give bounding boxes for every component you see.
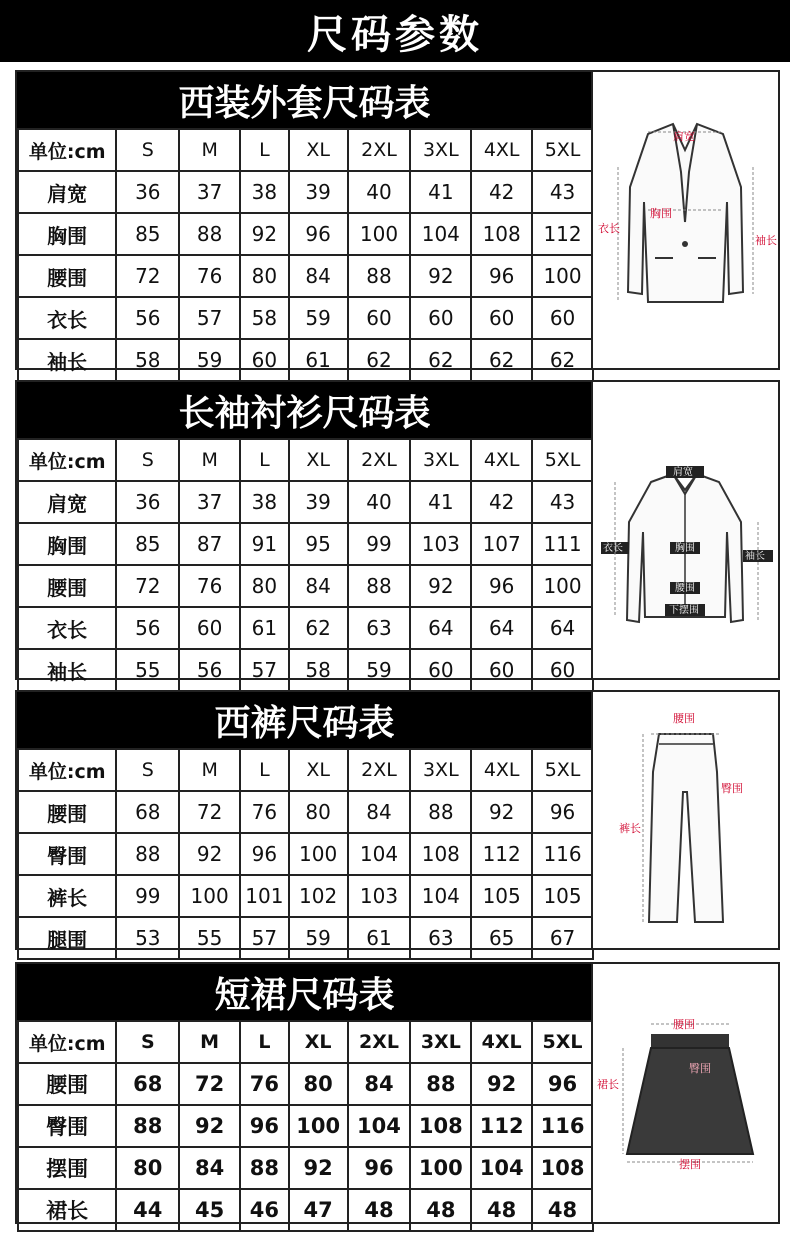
measurement-cell: 100	[289, 833, 348, 875]
measurement-cell: 84	[348, 791, 411, 833]
table-row	[18, 565, 593, 607]
measurement-cell: 40	[348, 171, 411, 213]
table-row	[18, 339, 593, 381]
length-label: 裤长	[619, 822, 641, 835]
measurement-cell: 96	[240, 1105, 289, 1147]
measurement-cell: 107	[471, 523, 532, 565]
measurement-cell: 96	[348, 1147, 411, 1189]
hip-label: 臀围	[689, 1062, 711, 1075]
size-header-cell: 3XL	[410, 749, 471, 791]
trousers-size-table	[17, 748, 594, 960]
measurement-cell: 55	[116, 649, 179, 691]
row-label: 袖长	[18, 649, 116, 691]
skirt-size-table	[17, 1020, 594, 1232]
length-label: 衣长	[603, 543, 623, 554]
measurement-cell: 64	[471, 607, 532, 649]
row-label: 腿围	[18, 917, 116, 959]
measurement-cell: 45	[179, 1189, 240, 1231]
size-header-cell: S	[116, 439, 179, 481]
measurement-cell: 92	[471, 1063, 532, 1105]
measurement-cell: 108	[410, 1105, 471, 1147]
waist-label: 腰围	[673, 712, 695, 725]
size-header-cell: M	[179, 129, 240, 171]
blazer-diagram	[591, 72, 778, 368]
shirt-size-table	[17, 438, 594, 692]
measurement-cell: 96	[289, 213, 348, 255]
measurement-cell: 111	[532, 523, 593, 565]
table-row	[18, 255, 593, 297]
size-header-cell: L	[240, 1021, 289, 1063]
measurement-cell: 59	[289, 917, 348, 959]
measurement-cell: 80	[240, 255, 289, 297]
measurement-cell: 60	[179, 607, 240, 649]
measurement-cell: 72	[179, 791, 240, 833]
measurement-cell: 37	[179, 481, 240, 523]
row-label: 裙长	[18, 1189, 116, 1231]
sleeve-label: 袖长	[745, 551, 765, 562]
measurement-cell: 76	[240, 791, 289, 833]
measurement-cell: 92	[289, 1147, 348, 1189]
measurement-cell: 100	[348, 213, 411, 255]
table-row	[18, 791, 593, 833]
row-label: 衣长	[18, 607, 116, 649]
measurement-cell: 48	[410, 1189, 471, 1231]
measurement-cell: 103	[348, 875, 411, 917]
size-header-cell: 5XL	[532, 1021, 593, 1063]
measurement-cell: 43	[532, 481, 593, 523]
table-header-row	[18, 749, 593, 791]
measurement-cell: 112	[471, 833, 532, 875]
size-header-cell: S	[116, 749, 179, 791]
measurement-cell: 58	[116, 339, 179, 381]
measurement-cell: 47	[289, 1189, 348, 1231]
size-header-cell: L	[240, 749, 289, 791]
measurement-cell: 95	[289, 523, 348, 565]
table-row	[18, 171, 593, 213]
length-label: 衣长	[598, 222, 620, 235]
row-label: 臀围	[18, 833, 116, 875]
row-label: 胸围	[18, 523, 116, 565]
table-row	[18, 917, 593, 959]
measurement-cell: 59	[348, 649, 411, 691]
measurement-cell: 99	[116, 875, 179, 917]
measurement-cell: 104	[410, 213, 471, 255]
measurement-cell: 92	[240, 213, 289, 255]
measurement-cell: 80	[289, 1063, 348, 1105]
size-header-cell: XL	[289, 1021, 348, 1063]
measurement-cell: 84	[289, 255, 348, 297]
measurement-cell: 48	[532, 1189, 593, 1231]
measurement-cell: 72	[116, 255, 179, 297]
blazer-size-table	[17, 128, 594, 382]
size-header-cell: 4XL	[471, 129, 532, 171]
measurement-cell: 48	[471, 1189, 532, 1231]
row-label: 胸围	[18, 213, 116, 255]
table-row	[18, 833, 593, 875]
measurement-cell: 100	[532, 565, 593, 607]
measurement-cell: 68	[116, 1063, 179, 1105]
trousers-illustration	[593, 692, 778, 948]
waist-label: 腰围	[675, 583, 695, 594]
measurement-cell: 88	[348, 565, 411, 607]
measurement-cell: 80	[289, 791, 348, 833]
measurement-cell: 72	[116, 565, 179, 607]
measurement-cell: 100	[532, 255, 593, 297]
measurement-cell: 108	[532, 1147, 593, 1189]
table-row	[18, 649, 593, 691]
measurement-cell: 60	[532, 649, 593, 691]
measurement-cell: 36	[116, 171, 179, 213]
row-label: 袖长	[18, 339, 116, 381]
measurement-cell: 80	[116, 1147, 179, 1189]
size-header-cell: 2XL	[348, 749, 411, 791]
measurement-cell: 57	[240, 917, 289, 959]
sleeve-label: 袖长	[755, 234, 777, 247]
table-row	[18, 607, 593, 649]
chest-label: 胸围	[650, 207, 672, 220]
measurement-cell: 58	[240, 297, 289, 339]
section-title: 短裙尺码表	[17, 964, 592, 1020]
trousers-diagram	[591, 692, 778, 948]
measurement-cell: 92	[410, 565, 471, 607]
size-header-cell: 4XL	[471, 1021, 532, 1063]
measurement-cell: 84	[348, 1063, 411, 1105]
table-header-row	[18, 1021, 593, 1063]
measurement-cell: 56	[179, 649, 240, 691]
size-header-cell: 4XL	[471, 439, 532, 481]
row-label: 衣长	[18, 297, 116, 339]
measurement-cell: 43	[532, 171, 593, 213]
chest-label: 胸围	[675, 543, 695, 554]
table-row	[18, 481, 593, 523]
measurement-cell: 104	[348, 1105, 411, 1147]
hem-label: 摆围	[679, 1158, 701, 1171]
row-label: 腰围	[18, 791, 116, 833]
skirt-size-section	[15, 962, 780, 1224]
size-header-cell: 5XL	[532, 129, 593, 171]
hem-label: 下摆围	[669, 605, 699, 616]
measurement-cell: 112	[471, 1105, 532, 1147]
measurement-cell: 88	[179, 213, 240, 255]
measurement-cell: 63	[410, 917, 471, 959]
size-header-cell: M	[179, 749, 240, 791]
measurement-cell: 96	[532, 791, 593, 833]
size-header-cell: 2XL	[348, 439, 411, 481]
section-title: 长袖衬衫尺码表	[17, 382, 592, 438]
measurement-cell: 100	[289, 1105, 348, 1147]
measurement-cell: 62	[348, 339, 411, 381]
row-label: 腰围	[18, 1063, 116, 1105]
measurement-cell: 100	[179, 875, 240, 917]
measurement-cell: 60	[532, 297, 593, 339]
table-row	[18, 1063, 593, 1105]
unit-label: 单位:cm	[18, 1021, 116, 1063]
measurement-cell: 84	[179, 1147, 240, 1189]
measurement-cell: 96	[471, 565, 532, 607]
blazer-illustration	[593, 72, 778, 368]
measurement-cell: 62	[532, 339, 593, 381]
measurement-cell: 103	[410, 523, 471, 565]
blazer-size-section	[15, 70, 780, 374]
table-row	[18, 213, 593, 255]
size-header-cell: 3XL	[410, 129, 471, 171]
measurement-cell: 60	[348, 297, 411, 339]
measurement-cell: 67	[532, 917, 593, 959]
measurement-cell: 57	[179, 297, 240, 339]
skirt-illustration	[593, 964, 778, 1222]
measurement-cell: 80	[240, 565, 289, 607]
measurement-cell: 88	[348, 255, 411, 297]
measurement-cell: 104	[348, 833, 411, 875]
measurement-cell: 88	[116, 833, 179, 875]
measurement-cell: 61	[289, 339, 348, 381]
measurement-cell: 38	[240, 481, 289, 523]
size-header-cell: L	[240, 439, 289, 481]
measurement-cell: 37	[179, 171, 240, 213]
table-row	[18, 1105, 593, 1147]
measurement-cell: 92	[179, 1105, 240, 1147]
measurement-cell: 55	[179, 917, 240, 959]
table-row	[18, 523, 593, 565]
measurement-cell: 88	[116, 1105, 179, 1147]
measurement-cell: 42	[471, 481, 532, 523]
measurement-cell: 60	[410, 297, 471, 339]
measurement-cell: 57	[240, 649, 289, 691]
page-title: 尺码参数	[0, 0, 790, 62]
shirt-size-section	[15, 380, 780, 684]
measurement-cell: 39	[289, 481, 348, 523]
size-header-cell: 3XL	[410, 1021, 471, 1063]
measurement-cell: 64	[410, 607, 471, 649]
measurement-cell: 41	[410, 171, 471, 213]
measurement-cell: 61	[240, 607, 289, 649]
measurement-cell: 38	[240, 171, 289, 213]
measurement-cell: 59	[179, 339, 240, 381]
measurement-cell: 99	[348, 523, 411, 565]
measurement-cell: 96	[532, 1063, 593, 1105]
measurement-cell: 76	[179, 565, 240, 607]
shirt-illustration	[593, 382, 778, 678]
trousers-size-section	[15, 690, 780, 950]
measurement-cell: 60	[471, 649, 532, 691]
measurement-cell: 46	[240, 1189, 289, 1231]
shoulder-label: 肩宽	[673, 467, 693, 478]
row-label: 腰围	[18, 565, 116, 607]
size-header-cell: M	[179, 1021, 240, 1063]
measurement-cell: 62	[410, 339, 471, 381]
measurement-cell: 41	[410, 481, 471, 523]
measurement-cell: 72	[179, 1063, 240, 1105]
measurement-cell: 104	[410, 875, 471, 917]
measurement-cell: 96	[471, 255, 532, 297]
size-header-cell: XL	[289, 129, 348, 171]
measurement-cell: 36	[116, 481, 179, 523]
measurement-cell: 85	[116, 213, 179, 255]
measurement-cell: 105	[532, 875, 593, 917]
unit-label: 单位:cm	[18, 439, 116, 481]
measurement-cell: 76	[179, 255, 240, 297]
row-label: 臀围	[18, 1105, 116, 1147]
measurement-cell: 88	[410, 1063, 471, 1105]
measurement-cell: 108	[471, 213, 532, 255]
size-header-cell: L	[240, 129, 289, 171]
measurement-cell: 61	[348, 917, 411, 959]
measurement-cell: 44	[116, 1189, 179, 1231]
waist-label: 腰围	[673, 1018, 695, 1031]
shirt-diagram	[591, 382, 778, 678]
measurement-cell: 92	[471, 791, 532, 833]
measurement-cell: 53	[116, 917, 179, 959]
row-label: 肩宽	[18, 481, 116, 523]
table-row	[18, 297, 593, 339]
size-header-cell: 5XL	[532, 749, 593, 791]
table-row	[18, 1147, 593, 1189]
measurement-cell: 100	[410, 1147, 471, 1189]
unit-label: 单位:cm	[18, 129, 116, 171]
size-header-cell: M	[179, 439, 240, 481]
size-header-cell: 5XL	[532, 439, 593, 481]
measurement-cell: 62	[471, 339, 532, 381]
size-header-cell: 3XL	[410, 439, 471, 481]
size-header-cell: S	[116, 129, 179, 171]
size-header-cell: 2XL	[348, 1021, 411, 1063]
measurement-cell: 60	[240, 339, 289, 381]
size-header-cell: S	[116, 1021, 179, 1063]
measurement-cell: 85	[116, 523, 179, 565]
table-row	[18, 1189, 593, 1231]
measurement-cell: 92	[179, 833, 240, 875]
size-header-cell: 4XL	[471, 749, 532, 791]
table-header-row	[18, 129, 593, 171]
row-label: 腰围	[18, 255, 116, 297]
measurement-cell: 96	[240, 833, 289, 875]
row-label: 摆围	[18, 1147, 116, 1189]
measurement-cell: 68	[116, 791, 179, 833]
skirt-diagram	[591, 964, 778, 1222]
hip-label: 臀围	[721, 782, 743, 795]
measurement-cell: 112	[532, 213, 593, 255]
shoulder-label: 肩宽	[673, 130, 695, 143]
measurement-cell: 101	[240, 875, 289, 917]
row-label: 肩宽	[18, 171, 116, 213]
length-label: 裙长	[597, 1078, 619, 1091]
measurement-cell: 39	[289, 171, 348, 213]
measurement-cell: 48	[348, 1189, 411, 1231]
measurement-cell: 102	[289, 875, 348, 917]
measurement-cell: 92	[410, 255, 471, 297]
measurement-cell: 60	[471, 297, 532, 339]
measurement-cell: 56	[116, 297, 179, 339]
measurement-cell: 108	[410, 833, 471, 875]
measurement-cell: 60	[410, 649, 471, 691]
measurement-cell: 65	[471, 917, 532, 959]
measurement-cell: 116	[532, 1105, 593, 1147]
measurement-cell: 56	[116, 607, 179, 649]
size-header-cell: 2XL	[348, 129, 411, 171]
measurement-cell: 88	[240, 1147, 289, 1189]
table-header-row	[18, 439, 593, 481]
section-title: 西裤尺码表	[17, 692, 592, 748]
measurement-cell: 40	[348, 481, 411, 523]
row-label: 裤长	[18, 875, 116, 917]
unit-label: 单位:cm	[18, 749, 116, 791]
measurement-cell: 105	[471, 875, 532, 917]
section-title: 西装外套尺码表	[17, 72, 592, 128]
measurement-cell: 58	[289, 649, 348, 691]
measurement-cell: 87	[179, 523, 240, 565]
measurement-cell: 62	[289, 607, 348, 649]
measurement-cell: 76	[240, 1063, 289, 1105]
measurement-cell: 59	[289, 297, 348, 339]
table-row	[18, 875, 593, 917]
measurement-cell: 42	[471, 171, 532, 213]
measurement-cell: 84	[289, 565, 348, 607]
measurement-cell: 63	[348, 607, 411, 649]
measurement-cell: 91	[240, 523, 289, 565]
measurement-cell: 64	[532, 607, 593, 649]
measurement-cell: 88	[410, 791, 471, 833]
measurement-cell: 104	[471, 1147, 532, 1189]
measurement-cell: 116	[532, 833, 593, 875]
size-header-cell: XL	[289, 749, 348, 791]
size-header-cell: XL	[289, 439, 348, 481]
